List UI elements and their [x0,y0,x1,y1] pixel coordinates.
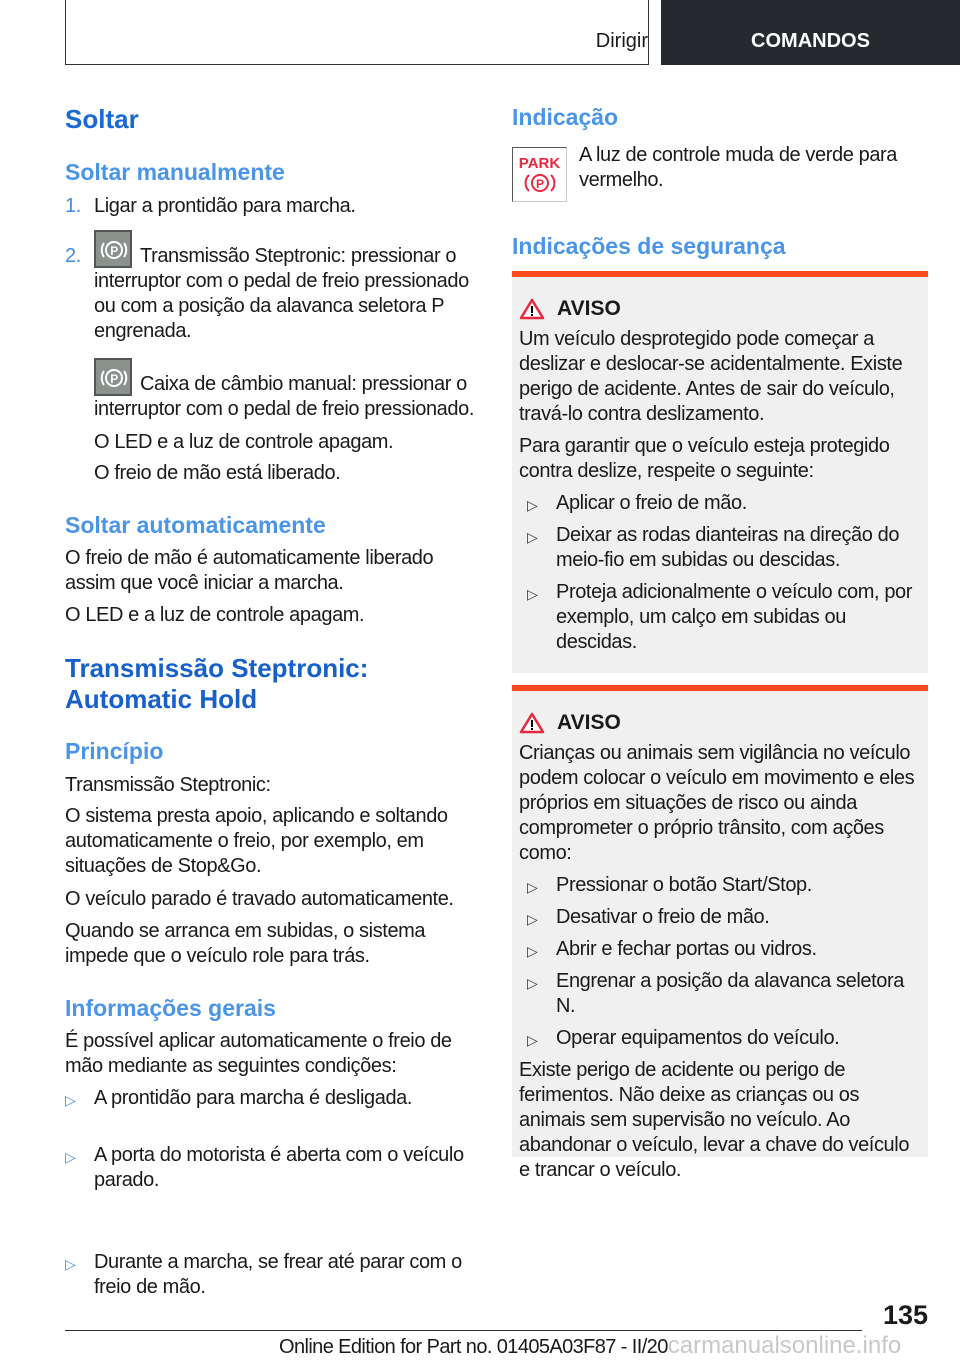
general-bullet: ▷ A prontidão para marcha é desligada. [65,1086,480,1111]
parking-brake-icon [94,358,132,396]
auto-p1: O freio de mão é automaticamente liberado assim que você iniciar a marcha. [65,547,434,594]
warning-label: AVISO [519,297,921,321]
warning-text: Um veículo desprotegido pode começar a deslizar e deslocar-se acidentalmente. Existe perigo de acidente. Antes de sair do veículo, travá-lo contra deslizamento. [519,328,903,425]
svg-text:P: P [110,372,118,386]
warning-bullet: ▷ Aplicar o freio de mão. [527,491,921,516]
footer-rule [65,1330,862,1331]
watermark: carmanualsonline.info [667,1332,902,1359]
heading-auto: Soltar automaticamente [65,512,326,538]
heading-safety: Indicações de segurança [512,233,786,259]
warning-box [512,271,928,673]
warning-bullet: ▷ Deixar as rodas dianteiras na direção do meio-fio em subidas ou descidas. [527,523,921,573]
released-text: O freio de mão está liberado. [94,462,341,484]
warning-text: Existe perigo de acidente ou perigo de ferimentos. Não deixe as crianças ou os animais sem supervisão no veículo. Ao abandonar o veículo, levar a chave do veículo e trancar o veículo. [519,1059,910,1181]
warning-bullet: ▷ Desativar o freio de mão. [527,905,921,930]
heading-principle: Princípio [65,738,164,764]
warning-text: Crianças ou animais sem vigilância no veículo podem colocar o veículo em movimento e eles próprios em situações de risco ou ainda comprometer o próprio trânsito, com ações como: [519,742,915,864]
heading-general: Informações gerais [65,995,276,1021]
warning-triangle-icon [519,712,545,734]
general-bullet: ▷ A porta do motorista é aberta com o veículo parado. [65,1143,480,1193]
warning-bullet: ▷ Engrenar a posição da alavanca seletora N. [527,969,921,1019]
warning-bullet: ▷ Proteja adicionalmente o veículo com, por exemplo, um calço em subidas ou descidas. [527,580,921,655]
principle-p1: Transmissão Steptronic: [65,774,271,796]
footer-edition: Online Edition for Part no. 01405A03F87 - II/20carmanualsonline.info [279,1332,902,1359]
page-number: 135 [882,1300,928,1330]
warning-text: Para garantir que o veículo esteja protegido contra deslize, respeite o seguinte: [519,435,890,482]
general-bullet: ▷ Durante a marcha, se frear até parar com o freio de mão. [65,1250,480,1300]
warning-label: AVISO [519,711,921,735]
header-box [65,0,649,65]
warning-bullet: ▷ Operar equipamentos do veículo. [527,1026,921,1051]
parking-brake-icon [94,230,132,268]
warning-bullet: ▷ Pressionar o botão Start/Stop. [527,873,921,898]
header-tab: COMANDOS [661,0,960,65]
svg-text:P: P [110,244,118,258]
warning-bullet: ▷ Abrir e fechar portas ou vidros. [527,937,921,962]
step-1: 1. Ligar a prontidão para marcha. [65,195,356,217]
heading-indication: Indicação [512,104,619,130]
park-indicator-icon: PARK P [512,147,567,202]
general-p1: É possível aplicar automaticamente o freio de mão mediante as seguintes condições: [65,1030,452,1077]
led-text: O LED e a luz de controle apagam. [94,431,394,453]
principle-p4: Quando se arranca em subidas, o sistema impede que o veículo role para trás. [65,920,426,967]
section-title: Soltar [65,104,139,134]
step-2: 2. P Transmissão Steptronic: pressionar o interruptor com o pedal de freio pressionado ou com a posição da alavanca seletora P engrenada. [65,244,480,344]
header-section: Dirigir [595,30,648,52]
warning-box [512,685,928,1181]
principle-p3: O veículo parado é travado automaticamente. [65,888,454,910]
auto-p2: O LED e a luz de controle apagam. [65,604,365,626]
principle-p2: O sistema presta apoio, aplicando e soltando automaticamente o freio, por exemplo, em situações de Stop&Go. [65,805,448,877]
warning-triangle-icon [519,298,545,320]
svg-text:P: P [535,177,544,191]
heading-hold: Transmissão Steptronic: Automatic Hold [65,653,369,714]
heading-manual: Soltar manualmente [65,159,285,185]
indication-text: A luz de controle muda de verde para vermelho. [579,144,898,191]
step-2-manual: P Caixa de câmbio manual: pressionar o interruptor com o pedal de freio pressionado. [65,372,480,422]
